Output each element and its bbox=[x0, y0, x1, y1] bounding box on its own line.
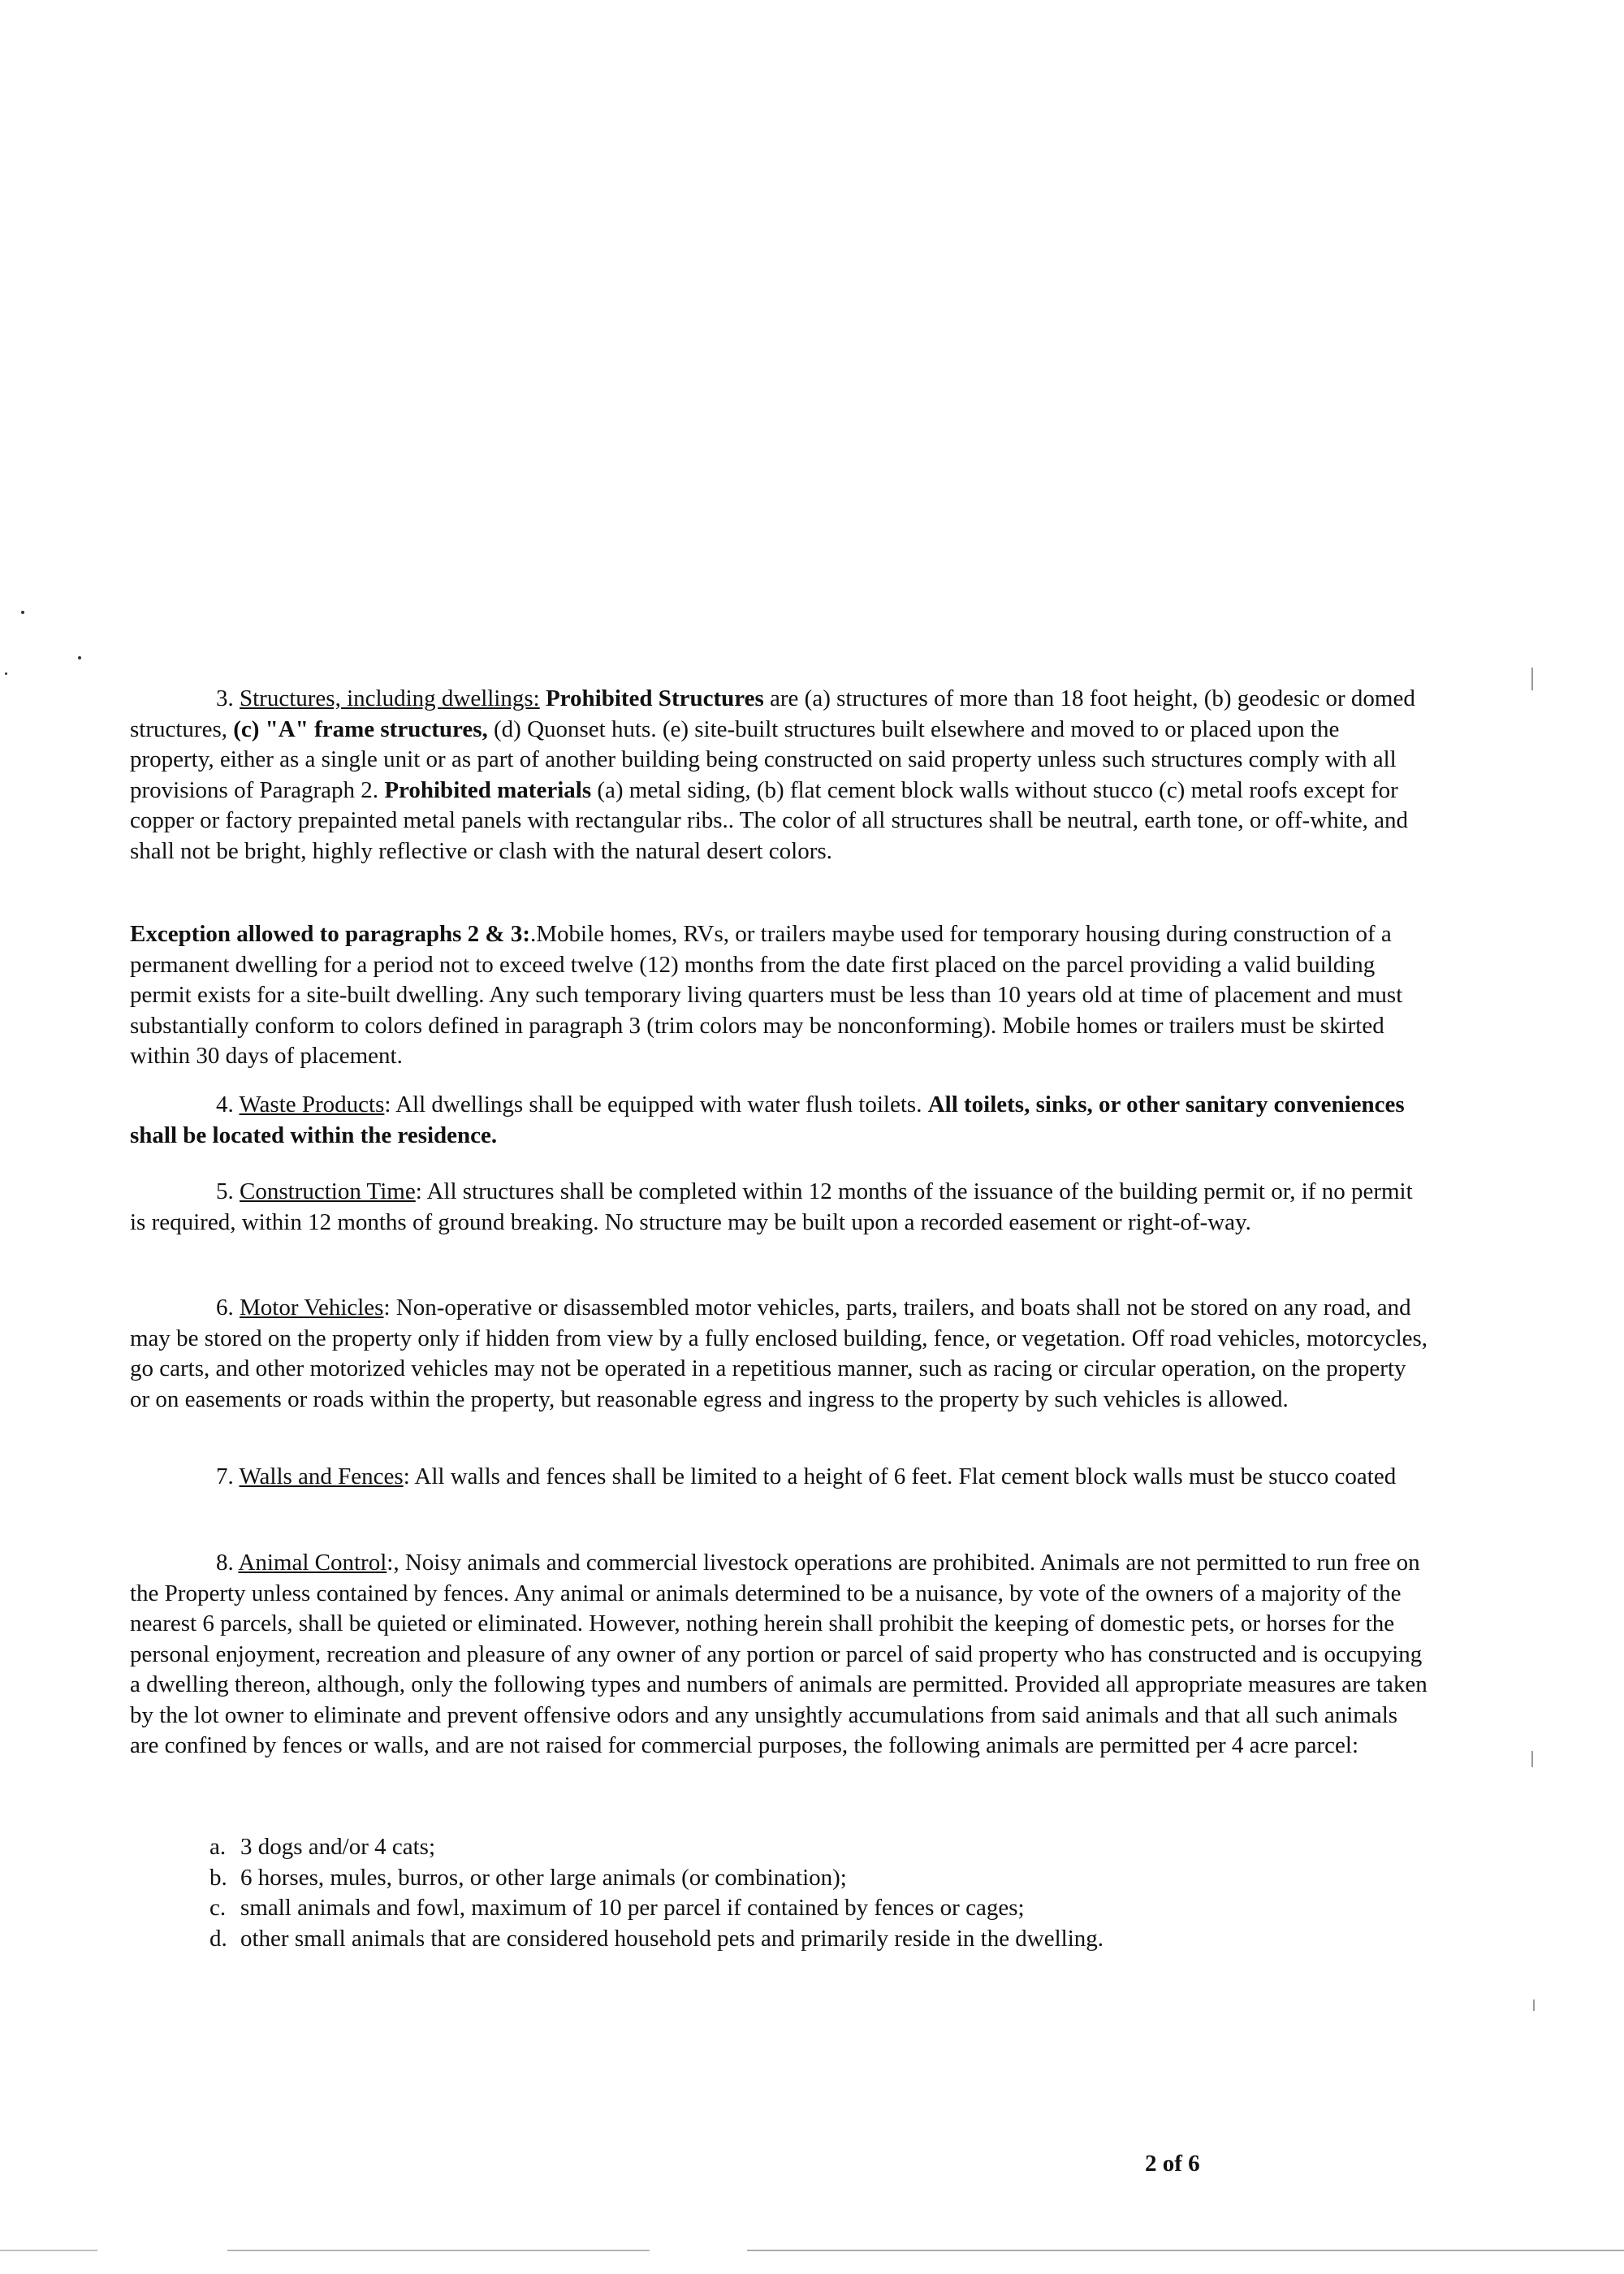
list-item bbox=[209, 1924, 1427, 1955]
bold-phrase: Prohibited materials bbox=[384, 776, 592, 803]
section-7-walls-fences bbox=[130, 1462, 1429, 1493]
scan-edge-mark bbox=[1533, 1999, 1535, 2011]
scan-speck bbox=[5, 672, 7, 675]
scan-edge-mark bbox=[1531, 1751, 1533, 1767]
list-item bbox=[209, 1832, 1427, 1863]
scan-bottom-line bbox=[0, 2250, 1624, 2251]
exception-paragraph bbox=[130, 919, 1429, 1072]
scan-speck bbox=[78, 656, 81, 659]
animal-allowance-list bbox=[209, 1832, 1427, 1954]
section-text: : All walls and fences shall be limited to a height of 6 feet. Flat cement block walls must be stucco coated bbox=[403, 1463, 1397, 1489]
list-marker: c. bbox=[209, 1895, 227, 1921]
section-8-animal-control bbox=[130, 1548, 1429, 1762]
section-number: 3. bbox=[216, 685, 234, 711]
section-number: 4. bbox=[216, 1092, 234, 1118]
section-number: 7. bbox=[216, 1463, 234, 1489]
list-text: 3 dogs and/or 4 cats; bbox=[240, 1834, 436, 1860]
section-heading: Animal Control bbox=[238, 1550, 387, 1576]
list-item bbox=[209, 1893, 1427, 1924]
section-4-waste-products bbox=[130, 1090, 1429, 1151]
section-text: (d) Quonset huts. (e) site-built structures built elsewhere and moved to or placed upon the property, either as a single unit or as part of another building being constructed on said property unless such structures comply with all provisions of Paragraph 2. bbox=[130, 715, 1397, 803]
section-5-construction-time bbox=[130, 1177, 1429, 1238]
list-marker: d. bbox=[209, 1925, 227, 1952]
section-number: 6. bbox=[216, 1295, 234, 1321]
list-text: small animals and fowl, maximum of 10 per parcel if contained by fences or cages; bbox=[240, 1895, 1025, 1921]
section-heading: Construction Time bbox=[240, 1178, 416, 1204]
list-text: other small animals that are considered household pets and primarily reside in the dwelling. bbox=[240, 1925, 1104, 1952]
section-text: : All dwellings shall be equipped with water flush toilets. bbox=[384, 1092, 928, 1118]
section-text: : Non-operative or disassembled motor vehicles, parts, trailers, and boats shall not be stored on any road, and may be stored on the property only if hidden from view by a fully enclosed building, fence, or vegetation. Off road vehicles, motorcycles, go carts, and other motorized vehicles may not be operated in a repetitious manner, such as racing or circular operation, on the property or on easements or roads within the property, but reasonable egress and ingress to the property by such vehicles is allowed. bbox=[130, 1295, 1428, 1412]
list-text: 6 horses, mules, burros, or other large animals (or combination); bbox=[240, 1864, 847, 1891]
section-heading: Waste Products bbox=[239, 1092, 385, 1118]
section-heading: Walls and Fences bbox=[239, 1463, 404, 1489]
section-text: .Mobile homes, RVs, or trailers maybe used for temporary housing during construction of a permanent dwelling for a period not to exceed twelve (12) months from the date first placed on the parcel providing a valid building permit exists for a site-built dwelling. Any such temporary living quarters must be less than 10 years old at time of placement and must substantially conform to colors defined in paragraph 3 (trim colors may be nonconforming). Mobile homes or trailers must be skirted within 30 days of placement. bbox=[130, 921, 1403, 1069]
section-number: 8. bbox=[216, 1550, 234, 1576]
section-text: are (a) structures of more than 18 foot height, (b) geodesic or domed structures, bbox=[130, 685, 1415, 742]
section-text: : All structures shall be completed within 12 months of the issuance of the building permit or, if no permit is required, within 12 months of ground breaking. No structure may be built upon a recorded easement or right-of-way. bbox=[130, 1178, 1413, 1235]
section-heading: Motor Vehicles bbox=[240, 1295, 384, 1321]
page-number: 2 of 6 bbox=[1145, 2151, 1200, 2177]
bold-phrase: (c) "A" frame structures, bbox=[233, 715, 488, 742]
scan-speck bbox=[21, 611, 24, 614]
list-marker: b. bbox=[209, 1864, 227, 1891]
section-text: :, Noisy animals and commercial livestock operations are prohibited. Animals are not permitted to run free on the Property unless contained by fences. Any animal or animals determined to be a nuisance, by vote of the owners of a majority of the nearest 6 parcels, shall be quieted or eliminated. However, nothing herein shall prohibit the keeping of domestic pets, or horses for the personal enjoyment, recreation and pleasure of any owner of any portion or parcel of said property who has constructed and is occupying a dwelling thereon, although, only the following types and numbers of animals are permitted. Provided all appropriate measures are taken by the lot owner to eliminate and prevent offensive odors and any unsightly accumulations from said animals and that all such animals are confined by fences or walls, and are not raised for commercial purposes, the following animals are permitted per 4 acre parcel: bbox=[130, 1550, 1427, 1758]
section-heading: Structures, including dwellings: bbox=[240, 685, 540, 711]
bold-phrase: All toilets, sinks, or other sanitary conveniences shall be located within the residence. bbox=[130, 1092, 1405, 1148]
section-text: (a) metal siding, (b) flat cement block walls without stucco (c) metal roofs except for copper or factory prepainted metal panels with rectangular ribs.. The color of all structures shall be neutral, earth tone, or off-white, and shall not be bright, highly reflective or clash with the natural desert colors. bbox=[130, 776, 1409, 864]
bold-phrase: Prohibited Structures bbox=[545, 685, 764, 711]
list-marker: a. bbox=[209, 1834, 227, 1860]
section-number: 5. bbox=[216, 1178, 234, 1204]
bold-phrase: Exception allowed to paragraphs 2 & 3: bbox=[130, 921, 530, 947]
list-item bbox=[209, 1863, 1427, 1894]
scan-edge-mark bbox=[1531, 668, 1533, 690]
section-3-structures bbox=[130, 684, 1429, 867]
section-6-motor-vehicles bbox=[130, 1293, 1429, 1415]
